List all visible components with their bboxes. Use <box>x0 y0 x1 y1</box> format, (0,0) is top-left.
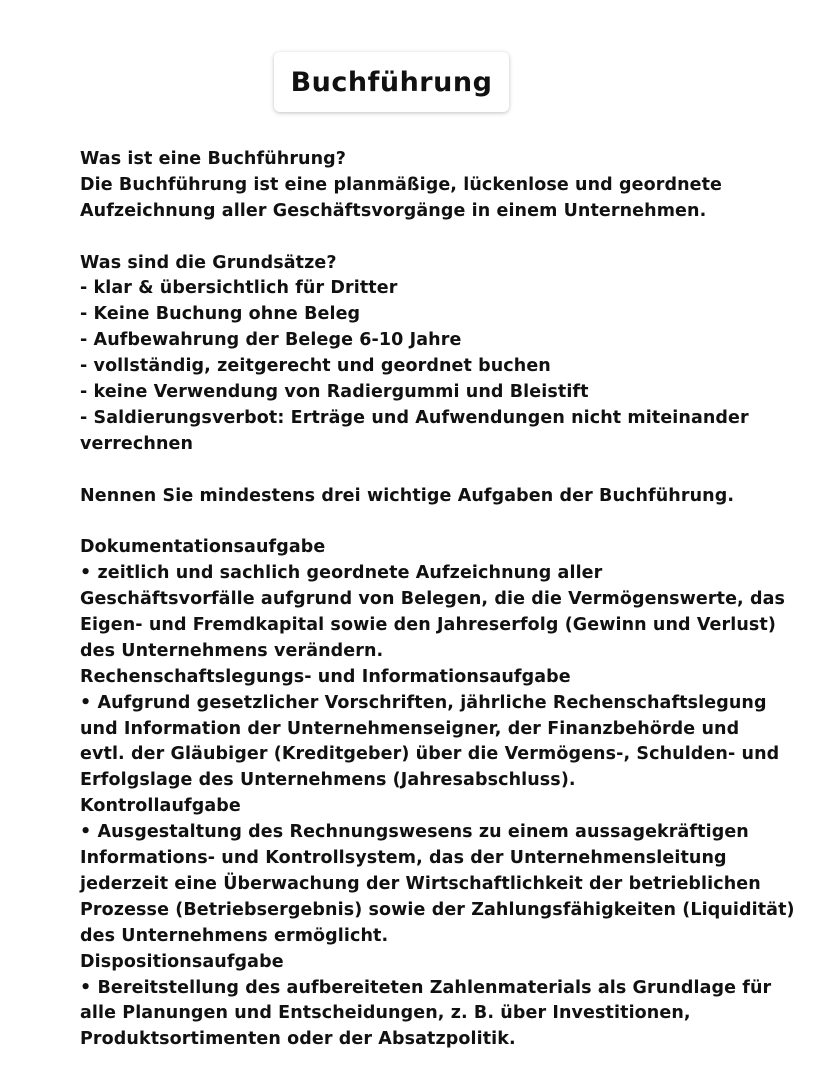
principles-question: Was sind die Grundsätze? <box>80 252 337 273</box>
section-line: Produktsortimenten oder der Absatzpolitik. <box>80 1029 516 1050</box>
title-box <box>274 52 509 112</box>
section-line: • zeitlich und sachlich geordnete Aufzeichnung aller <box>80 563 603 584</box>
section-line: alle Planungen und Entscheidungen, z. B. über Investitionen, <box>80 1003 691 1024</box>
section-heading-dokumentation: Dokumentationsaufgabe <box>80 537 326 558</box>
section-line: • Aufgrund gesetzlicher Vorschriften, jährliche Rechenschaftslegung <box>80 692 767 713</box>
section-line: und Information der Unternehmenseigner, der Finanzbehörde und <box>80 718 740 739</box>
section-line: • Bereitstellung des aufbereiteten Zahlenmaterials als Grundlage für <box>80 977 772 998</box>
principle-item: - vollständig, zeitgerecht und geordnet buchen <box>80 356 551 377</box>
section-heading-kontrolle: Kontrollaufgabe <box>80 796 241 817</box>
section-line: Informations- und Kontrollsystem, das der Unternehmensleitung <box>80 848 727 869</box>
section-heading-rechenschaft: Rechenschaftslegungs- und Informationsaufgabe <box>80 666 571 687</box>
page-title: Buchführung <box>290 66 493 98</box>
principle-item: - klar & übersichtlich für Dritter <box>80 278 398 299</box>
intro-question: Was ist eine Buchführung? <box>80 149 347 169</box>
section-line: • Ausgestaltung des Rechnungswesens zu einem aussagekräftigen <box>80 822 749 843</box>
section-line: Eigen- und Fremdkapital sowie den Jahreserfolg (Gewinn und Verlust) <box>80 615 776 636</box>
section-line: Erfolgslage des Unternehmens (Jahresabschluss). <box>80 770 576 791</box>
principle-item: verrechnen <box>80 433 194 454</box>
section-line: des Unternehmens ermöglicht. <box>80 925 389 946</box>
principle-item: - Aufbewahrung der Belege 6-10 Jahre <box>80 330 462 351</box>
tasks-prompt: Nennen Sie mindestens drei wichtige Aufgaben der Buchführung. <box>80 485 735 506</box>
section-line: jederzeit eine Überwachung der Wirtschaftlichkeit der betrieblichen <box>80 873 761 894</box>
section-heading-disposition: Dispositionsaufgabe <box>80 951 284 972</box>
intro-answer-line: Die Buchführung ist eine planmäßige, lückenlose und geordnete <box>80 174 723 195</box>
principle-item: - keine Verwendung von Radiergummi und Bleistift <box>80 382 589 403</box>
document-body <box>80 147 795 1053</box>
section-line: Geschäftsvorfälle aufgrund von Belegen, die die Vermögenswerte, das <box>80 589 786 610</box>
spacer <box>80 509 780 535</box>
spacer <box>80 458 780 484</box>
section-line: Prozesse (Betriebsergebnis) sowie der Zahlungsfähigkeiten (Liquidität) <box>80 899 795 920</box>
intro-answer-line: Aufzeichnung aller Geschäftsvorgänge in einem Unternehmen. <box>80 200 707 221</box>
section-line: des Unternehmens verändern. <box>80 640 384 661</box>
spacer <box>80 225 780 251</box>
section-line: evtl. der Gläubiger (Kreditgeber) über die Vermögens-, Schulden- und <box>80 744 780 765</box>
principle-item: - Keine Buchung ohne Beleg <box>80 304 361 325</box>
principle-item: - Saldierungsverbot: Erträge und Aufwendungen nicht miteinander <box>80 407 749 428</box>
